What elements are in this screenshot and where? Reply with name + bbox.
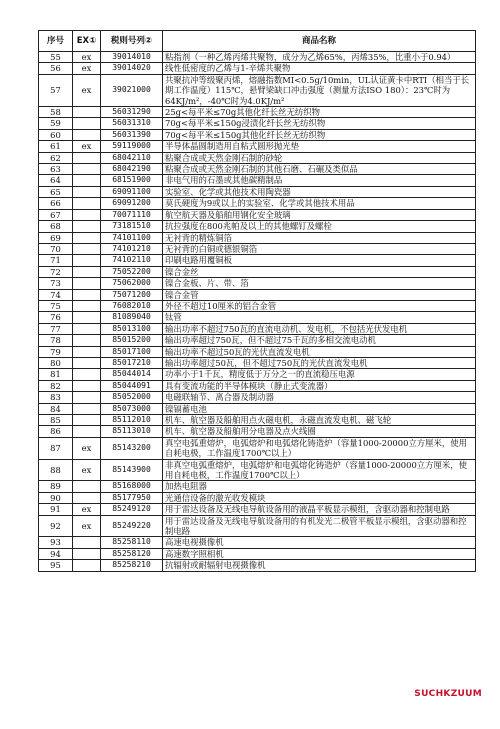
row-ex: ex [73,437,101,459]
row-ex [73,278,101,289]
row-seq: 93 [39,537,73,548]
row-name: 无衬背的白铜或德银铜箔 [163,243,476,254]
row-ex [73,107,101,118]
row-ex [73,118,101,129]
row-code: 56031310 [101,118,163,129]
row-ex: ex [73,74,101,106]
row-name: 高速数字照相机 [163,548,476,559]
row-ex [73,209,101,220]
row-name: 半导体晶圆制造用自粘式圆形抛光垫 [163,141,476,152]
row-name: 电磁联轴节、离合器及制动器 [163,392,476,403]
row-code: 68042110 [101,152,163,163]
table-row [39,186,476,197]
table-row [39,548,476,559]
row-name: 粘聚合成或天然金刚石制的砂轮 [163,152,476,163]
row-code: 85177950 [101,492,163,503]
table-row [39,243,476,254]
row-code: 59119000 [101,141,163,152]
row-seq: 77 [39,323,73,334]
row-seq: 75 [39,300,73,311]
table-row [39,63,476,74]
row-name: 70g<每平米≤150g浸渍化纤长丝无纺织物 [163,118,476,129]
row-code: 85143900 [101,459,163,481]
row-name: 机车、航空器及船舶用点火磁电机，永磁直流发电机、磁飞轮 [163,415,476,426]
row-code: 85143200 [101,437,163,459]
row-code: 85249120 [101,504,163,515]
row-seq: 60 [39,129,73,140]
row-name: 钛管 [163,312,476,323]
table-row [39,52,476,63]
row-seq: 71 [39,255,73,266]
row-seq: 66 [39,198,73,209]
row-ex [73,243,101,254]
row-name: 加热电阻器 [163,481,476,492]
row-name: 70g<每平米≤150g其他化纤长丝无纺织物 [163,129,476,140]
row-seq: 62 [39,152,73,163]
row-name: 抗辐射或耐辐射电视摄像机 [163,560,476,571]
row-code: 85113010 [101,426,163,437]
table-row [39,141,476,152]
row-code: 75062000 [101,278,163,289]
tariff-table-page [38,30,475,572]
row-code: 85015200 [101,335,163,346]
row-ex [73,129,101,140]
row-code: 85249220 [101,515,163,537]
row-code: 85017210 [101,357,163,368]
row-seq: 76 [39,312,73,323]
table-row [39,415,476,426]
row-seq: 89 [39,481,73,492]
row-seq: 82 [39,380,73,391]
row-seq: 91 [39,504,73,515]
row-ex [73,560,101,571]
table-row [39,289,476,300]
row-ex: ex [73,63,101,74]
row-seq: 84 [39,403,73,414]
table-body [39,52,476,572]
row-code: 73181510 [101,221,163,232]
row-seq: 68 [39,221,73,232]
table-row [39,74,476,106]
row-name: 镍合金管 [163,289,476,300]
table-row [39,198,476,209]
row-code: 85258120 [101,548,163,559]
row-seq: 64 [39,175,73,186]
row-code: 39021000 [101,74,163,106]
row-code: 81089040 [101,312,163,323]
row-seq: 65 [39,186,73,197]
row-code: 85112010 [101,415,163,426]
row-ex: ex [73,52,101,63]
row-name: 粘指剂（一种乙烯丙烯共聚物，成分为乙烯65%，丙烯35%，比重小于0.94） [163,52,476,63]
row-seq: 58 [39,107,73,118]
row-code: 74101100 [101,232,163,243]
row-seq: 87 [39,437,73,459]
row-ex: ex [73,504,101,515]
row-seq: 59 [39,118,73,129]
row-seq: 90 [39,492,73,503]
row-seq: 85 [39,415,73,426]
row-ex: ex [73,141,101,152]
row-ex [73,300,101,311]
row-name: 镍合金丝 [163,266,476,277]
row-seq: 67 [39,209,73,220]
table-row [39,380,476,391]
row-seq: 86 [39,426,73,437]
table-row [39,459,476,481]
row-name: 非电气用的石墨或其他碳精制品 [163,175,476,186]
table-row [39,537,476,548]
row-seq: 81 [39,369,73,380]
table-row [39,300,476,311]
table-row [39,426,476,437]
table-row [39,357,476,368]
row-ex [73,403,101,414]
row-seq: 74 [39,289,73,300]
row-ex [73,481,101,492]
row-code: 68151900 [101,175,163,186]
row-seq: 94 [39,548,73,559]
row-name: 非真空电弧重熔炉，电弧熔炉和电弧熔化铸造炉（容量1000-20000立方厘米，使用自耗电极，工作温度1700℃以上） [163,459,476,481]
table-row [39,323,476,334]
row-name: 外径不超过10厘米的铝合金管 [163,300,476,311]
table-row [39,369,476,380]
table-row [39,312,476,323]
row-ex [73,492,101,503]
tariff-table [38,30,476,572]
row-ex [73,335,101,346]
row-ex [73,152,101,163]
table-row [39,129,476,140]
row-seq: 73 [39,278,73,289]
row-seq: 72 [39,266,73,277]
row-code: 70071110 [101,209,163,220]
row-code: 85044014 [101,369,163,380]
table-row [39,335,476,346]
table-row [39,504,476,515]
table-row [39,437,476,459]
row-name: 输出功率不超过50瓦的光伏直流发电机 [163,346,476,357]
row-ex [73,164,101,175]
table-row [39,221,476,232]
row-seq: 70 [39,243,73,254]
row-name: 无衬背的精炼铜箔 [163,232,476,243]
row-seq: 78 [39,335,73,346]
row-code: 56031290 [101,107,163,118]
header-code: 税则号列② [101,31,163,52]
row-ex [73,392,101,403]
row-ex [73,426,101,437]
table-row [39,515,476,537]
table-row [39,492,476,503]
row-ex: ex [73,459,101,481]
table-row [39,560,476,571]
row-ex [73,312,101,323]
row-ex [73,357,101,368]
row-code: 85168000 [101,481,163,492]
table-row [39,481,476,492]
row-code: 39014020 [101,63,163,74]
row-code: 76082010 [101,300,163,311]
row-code: 85258210 [101,560,163,571]
row-ex [73,380,101,391]
row-name: 功率小于1千瓦，精度低于万分之一的直流稳压电源 [163,369,476,380]
table-row [39,403,476,414]
row-name: 实验室、化学或其他技术用陶瓷器 [163,186,476,197]
row-code: 74101210 [101,243,163,254]
row-seq: 61 [39,141,73,152]
row-name: 具有变流功能的半导体模块（静止式变流器） [163,380,476,391]
table-row [39,107,476,118]
row-code: 85073000 [101,403,163,414]
row-seq: 55 [39,52,73,63]
header-ex: EX① [73,31,101,52]
row-name: 机车、航空器及船舶用分电器及点火线圈 [163,426,476,437]
row-code: 74102110 [101,255,163,266]
row-ex [73,198,101,209]
table-row [39,232,476,243]
row-code: 85017100 [101,346,163,357]
table-header-row [39,31,476,52]
row-ex [73,548,101,559]
row-name: 光通信设备的激光收发模块 [163,492,476,503]
row-name: 输出功率超过750瓦，但不超过75千瓦的多相交流电动机 [163,335,476,346]
row-ex [73,221,101,232]
row-name: 镍镉蓄电池 [163,403,476,414]
row-code: 69091100 [101,186,163,197]
row-seq: 95 [39,560,73,571]
row-name: 印刷电路用覆铜板 [163,255,476,266]
row-seq: 88 [39,459,73,481]
table-row [39,346,476,357]
row-ex [73,186,101,197]
row-code: 39014010 [101,52,163,63]
table-row [39,278,476,289]
row-name: 高速电视摄像机 [163,537,476,548]
row-name: 共聚抗冲等级聚丙烯，熔融指数MI<0.5g/10min，UL认证黄卡中RTI（相当于长期工作温度）115℃，悬臂梁缺口冲击强度（测量方法ISO 180）：23℃时为64KJ/m²，-40℃时为4.0KJ/m² [163,74,476,106]
row-code: 85052000 [101,392,163,403]
row-name: 用于雷达设备及无线电导航设备用的有机发光二极管平板显示模组，含驱动器和控制电路 [163,515,476,537]
table-row [39,152,476,163]
row-ex [73,266,101,277]
table-row [39,118,476,129]
table-row [39,266,476,277]
table-row [39,164,476,175]
row-ex [73,289,101,300]
row-name: 镍合金板、片、带、箔 [163,278,476,289]
row-code: 69091200 [101,198,163,209]
row-ex [73,415,101,426]
table-row [39,255,476,266]
row-code: 75052200 [101,266,163,277]
row-seq: 56 [39,63,73,74]
row-name: 抗拉强度在800兆帕及以上的其他螺钉及螺栓 [163,221,476,232]
row-seq: 80 [39,357,73,368]
row-ex [73,369,101,380]
row-ex [73,175,101,186]
header-name: 商品名称 [163,31,476,52]
row-name: 输出功率不超过750瓦的直流电动机、发电机，不包括光伏发电机 [163,323,476,334]
row-seq: 57 [39,74,73,106]
row-seq: 83 [39,392,73,403]
row-name: 粘聚合成或天然金刚石制的其他石磨、石碾及类似品 [163,164,476,175]
row-name: 真空电弧重熔炉，电弧熔炉和电弧熔化铸造炉（容量1000-20000立方厘米，使用自耗电极，工作温度1700℃以上） [163,437,476,459]
row-name: 莫氏硬度为9或以上的实验室、化学或其他技术用品 [163,198,476,209]
row-code: 56031390 [101,129,163,140]
row-seq: 69 [39,232,73,243]
row-name: 用于雷达设备及无线电导航设备用的液晶平板显示模组，含驱动器和控制电路 [163,504,476,515]
row-ex: ex [73,515,101,537]
row-ex [73,255,101,266]
table-row [39,175,476,186]
row-name: 航空航天器及船舶用钢化安全玻璃 [163,209,476,220]
row-ex [73,537,101,548]
row-ex [73,346,101,357]
row-code: 68042190 [101,164,163,175]
table-row [39,392,476,403]
row-code: 85044091 [101,380,163,391]
row-code: 85258110 [101,537,163,548]
header-seq: 序号 [39,31,73,52]
row-seq: 79 [39,346,73,357]
row-ex [73,323,101,334]
table-row [39,209,476,220]
row-code: 85013100 [101,323,163,334]
row-name: 25g<每平米≤70g其他化纤长丝无纺织物 [163,107,476,118]
row-seq: 92 [39,515,73,537]
row-seq: 63 [39,164,73,175]
row-name: 线性低密度的乙烯与1-辛烯共聚物 [163,63,476,74]
watermark: SUCHKZUUM [414,689,482,699]
row-name: 输出功率超过50瓦，但不超过750瓦的光伏直流发电机 [163,357,476,368]
row-code: 75071200 [101,289,163,300]
row-ex [73,232,101,243]
